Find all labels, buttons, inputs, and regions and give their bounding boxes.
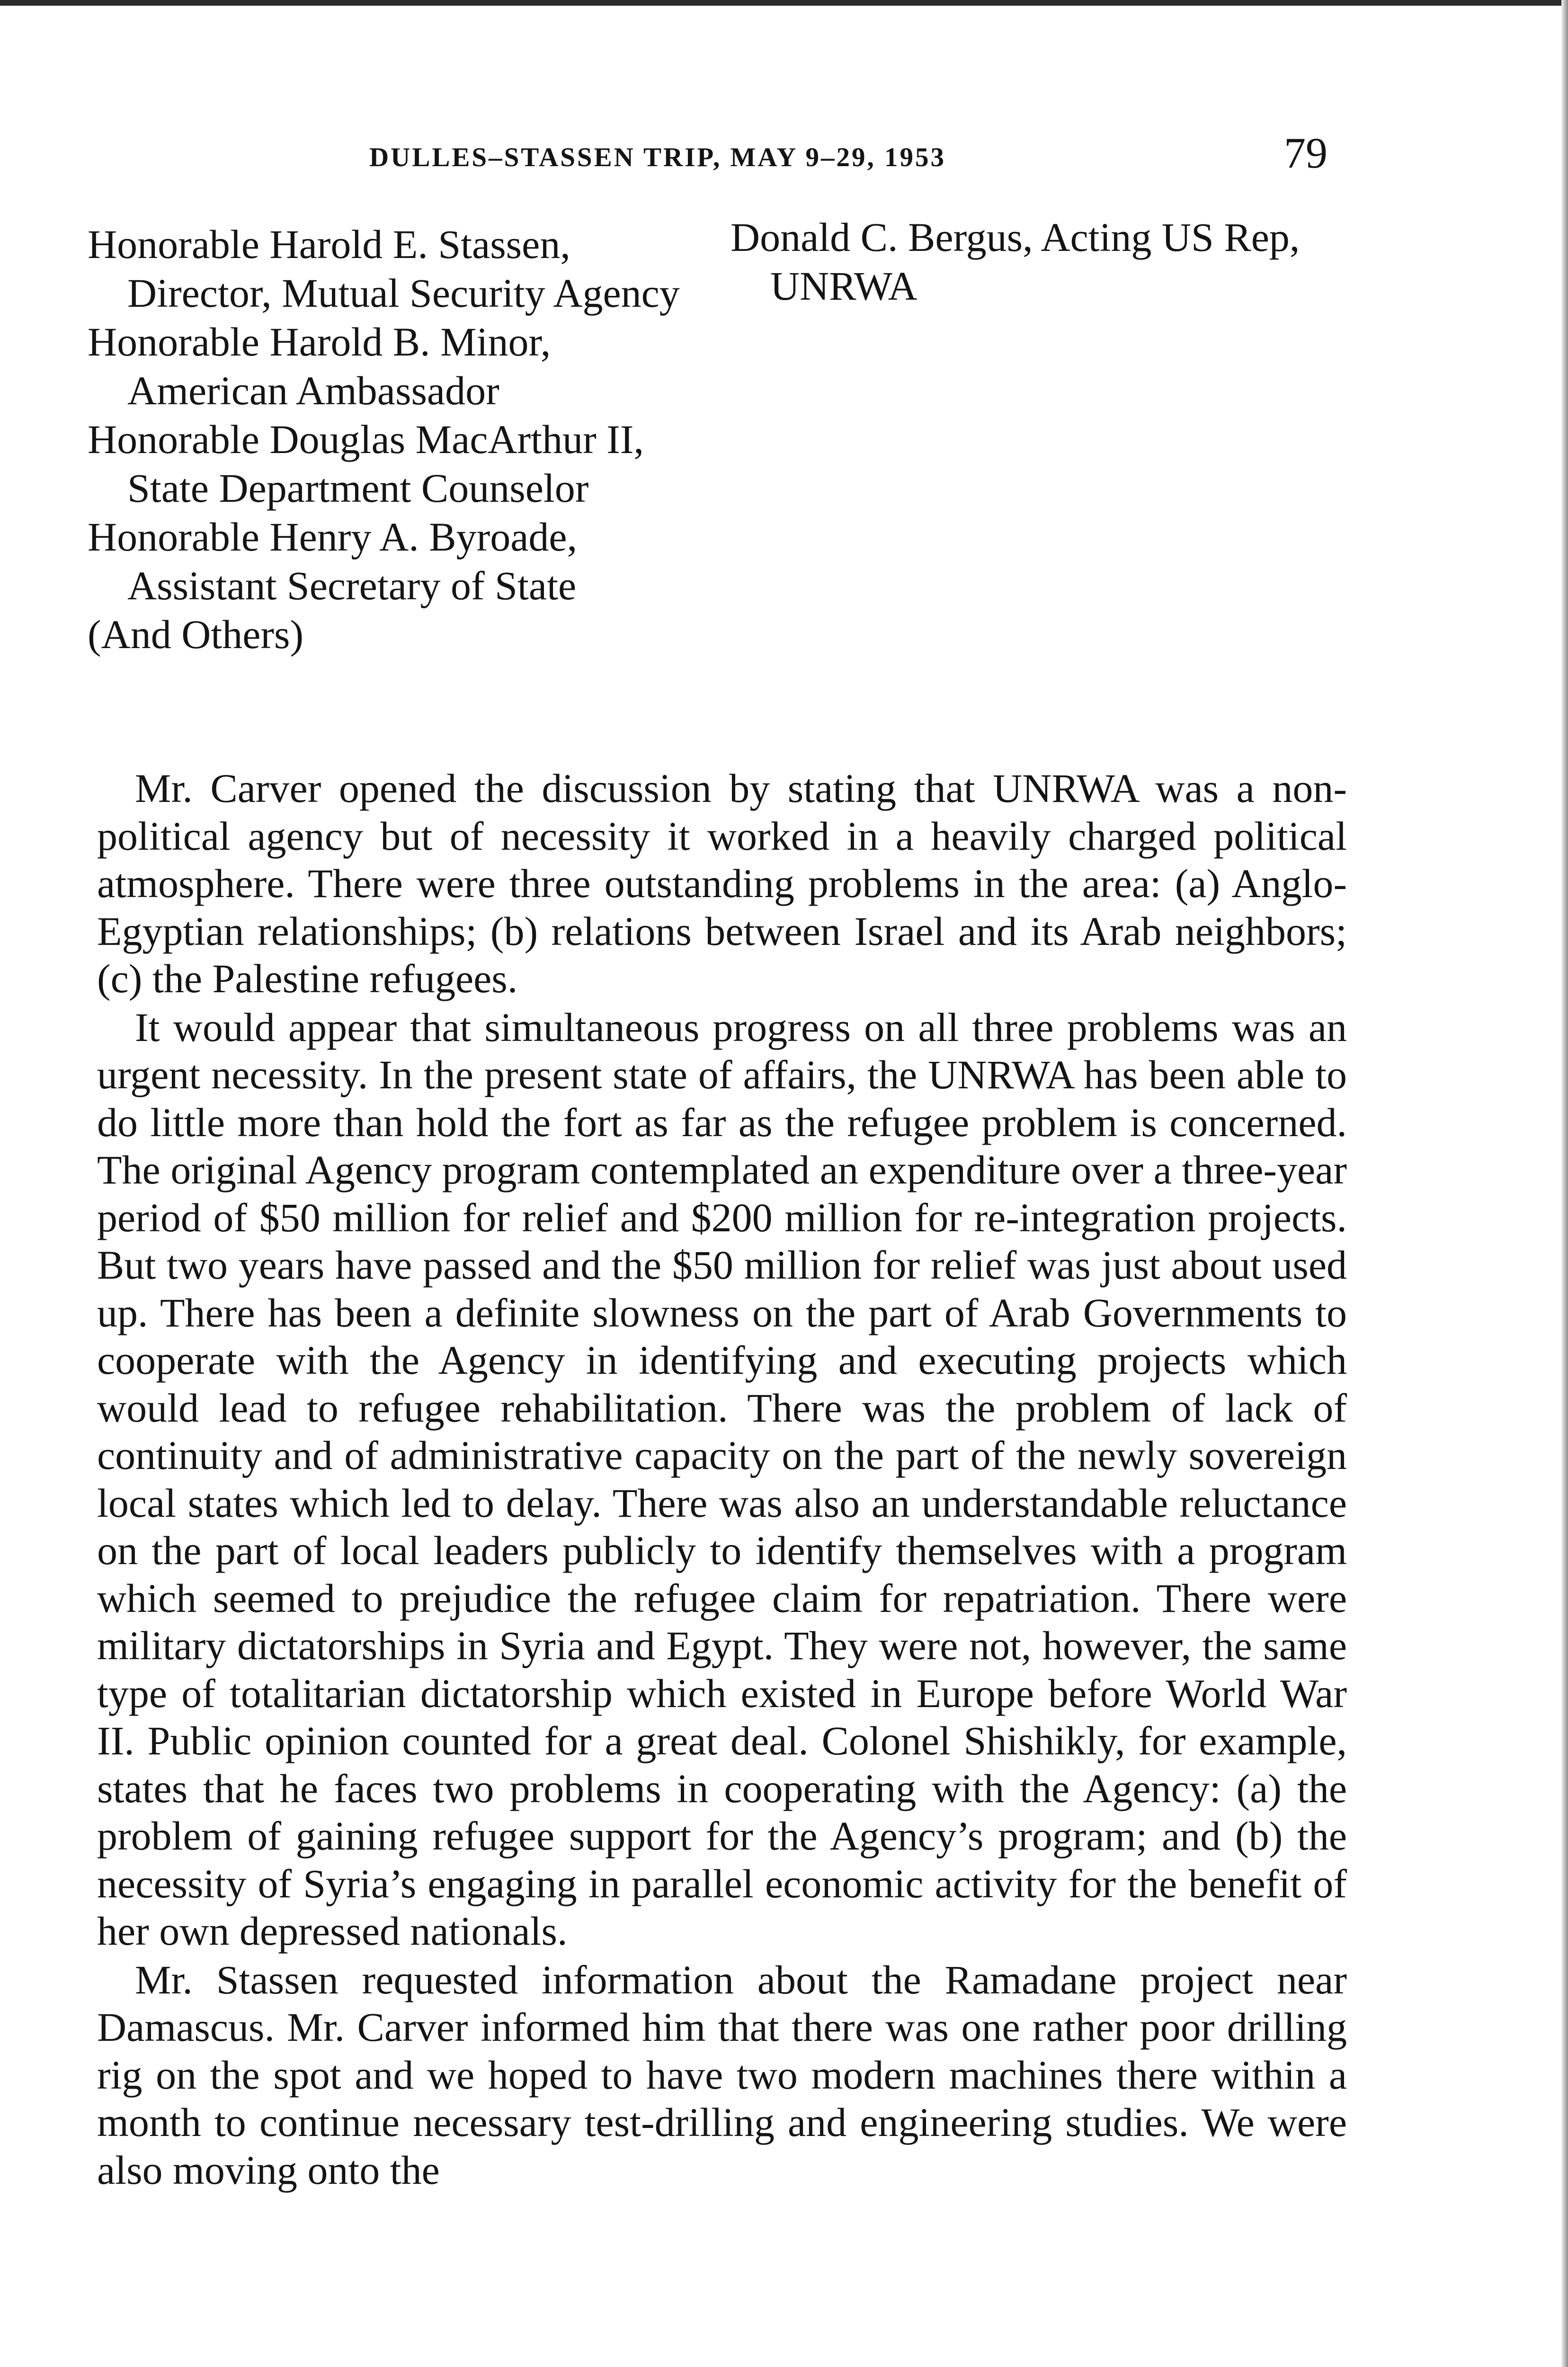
- body-paragraph: Mr. Stassen requested information about the Ramadane project near Damascus. Mr. Carver informed him that there was one rather poor drilling rig on the spot and we hoped to have two modern machines there within a month to continue necessary test-drilling and engineering studies. We were also moving onto the: [97, 1957, 1347, 2193]
- page-edge-shadow: [1561, 0, 1568, 2367]
- body-paragraph: Mr. Carver opened the discussion by stating that UNRWA was a non-political agency but of necessity it worked in a heavily charged political atmosphere. There were three outstanding problems in the area: (a) Anglo-Egyptian relationships; (b) relations between Israel and its Arab neighbors; (c) the Palestine refugees.: [97, 765, 1347, 1001]
- attendee-entry: Honorable Harold E. Stassen, Director, Mutual Security Agency: [88, 222, 680, 316]
- attendee-others: (And Others): [88, 612, 304, 657]
- body-paragraph: It would appear that simultaneous progress on all three problems was an urgent necessity. In the present state of affairs, the UNRWA has been able to do little more than hold the fort as far as the refugee problem is concerned. The original Agency program contemplated an expenditure over a three-year period of $50 million for relief and $200 million for re-integration projects. But two years have passed and the $50 million for relief was just about used up. There has been a definite slowness on the part of Arab Governments to cooperate with the Agency in identifying and executing projects which would lead to refugee rehabilitation. There was the problem of lack of continuity and of administrative capacity on the part of the newly sovereign local states which led to delay. There was also an understandable reluctance on the part of local leaders publicly to identify themselves with a program which seemed to prejudice the refugee claim for repatriation. There were military dictatorships in Syria and Egypt. They were not, however, the same type of totalitarian dictatorship which existed in Europe before World War II. Public opinion counted for a great deal. Colonel Shishikly, for example, states that he faces two problems in cooperating with the Agency: (a) the problem of gaining refugee support for the Agency’s program; and (b) the necessity of Syria’s engaging in parallel economic activity for the benefit of her own depressed nationals.: [97, 1004, 1347, 1954]
- attendee-entry: Donald C. Bergus, Acting US Rep, UNRWA: [731, 214, 1300, 309]
- attendee-entry: Honorable Harold B. Minor, American Ambassador: [88, 319, 551, 413]
- attendee-entry: Honorable Henry A. Byroade, Assistant Secretary of State: [88, 514, 578, 608]
- top-border-rule: [0, 0, 1568, 6]
- page-number: 79: [1284, 129, 1327, 177]
- attendee-entry: Honorable Douglas MacArthur II, State Department Counselor: [88, 417, 644, 511]
- running-header: DULLES–STASSEN TRIP, MAY 9–29, 1953: [369, 142, 946, 172]
- attendee-list-right: [731, 213, 1346, 311]
- attendee-list-left: [88, 220, 703, 659]
- memo-body: [97, 765, 1347, 2195]
